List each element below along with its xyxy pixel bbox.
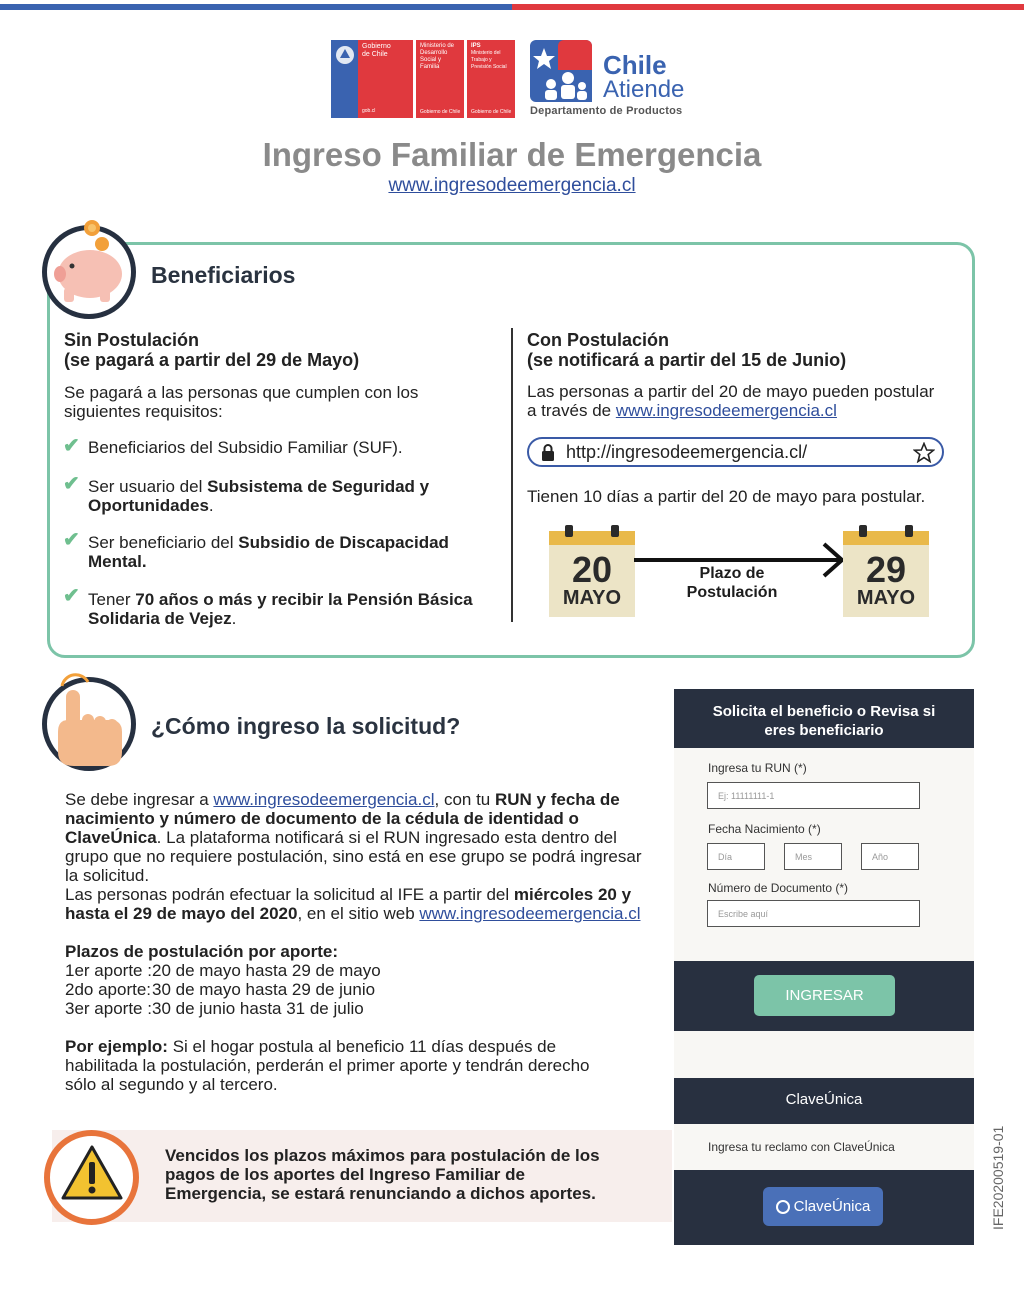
document-code: IFE20200519-01 [990, 1125, 1006, 1230]
como-heading: ¿Cómo ingreso la solicitud? [151, 713, 461, 739]
chile-atiende-logo-icon [530, 40, 592, 102]
como-paragraph-1: Se debe ingresar a www.ingresodeemergencia.cl, con tu RUN y fecha de nacimiento y número de documento de la cédula de identidad o ClaveÚnica. La plataforma notificará si el RUN ingresado esta dentro del grupo que no requiere postulación, sino está en ese grupo se podrá ingresar la solicitud. [65, 790, 642, 885]
claveunica-button[interactable]: ClaveÚnica [763, 1187, 883, 1226]
check-icon: ✔ [63, 585, 80, 607]
check-icon: ✔ [63, 473, 80, 495]
chile-atiende-line2: Atiende [603, 76, 685, 103]
beneficiarios-heading: Beneficiarios [151, 262, 296, 288]
sin-postulacion-title: Sin Postulación (se pagará a partir del 29 de Mayo) [64, 330, 360, 370]
ips-logo: IPS Ministerio del Trabajo y Previsión Social Gobierno de Chile [467, 40, 515, 118]
browser-url-text: http://ingresodeemergencia.cl/ [566, 442, 808, 462]
run-input[interactable]: Ej: 11111111-1 [707, 782, 920, 809]
top-color-bar [0, 0, 1024, 10]
run-label: Ingresa tu RUN (*) [708, 761, 807, 775]
plazo-row: 3er aporte :30 de junio hasta 31 de julio [65, 999, 364, 1018]
requisito-item: Ser beneficiario del Subsidio de Discapacidad Mental. [88, 533, 449, 571]
ministerio-logo: Ministerio de Desarrollo Social y Familia Gobierno de Chile [416, 40, 464, 118]
documento-label: Número de Documento (*) [708, 881, 849, 895]
con-postulacion-title: Con Postulación (se notificará a partir del 15 de Junio) [527, 330, 847, 370]
pointing-hand-icon [48, 672, 130, 768]
plazo-row: 1er aporte :20 de mayo hasta 29 de mayo [65, 961, 381, 980]
gobierno-logo: Gobierno de Chile gob.cl [331, 40, 413, 118]
ife-link[interactable]: www.ingresodeemergencia.cl [615, 401, 837, 420]
departamento-label: Departamento de Productos [530, 105, 683, 117]
ife-link[interactable]: www.ingresodeemergencia.cl [419, 904, 641, 923]
chile-atiende-line1: Chile [603, 50, 667, 80]
warning-text: Vencidos los plazos máximos para postulación de los pagos de los aportes del Ingreso Familiar de Emergencia, se estará renunciando a dichos aportes. [165, 1146, 600, 1203]
form-header: Solicita el beneficio o Revisa si eres beneficiario [674, 689, 974, 748]
main-url-link[interactable]: www.ingresodeemergencia.cl [388, 175, 636, 196]
mes-input[interactable]: Mes [784, 843, 842, 870]
piggy-bank-icon [50, 218, 130, 310]
page-title: Ingreso Familiar de Emergencia [262, 136, 762, 173]
ingresar-button[interactable]: INGRESAR [754, 975, 895, 1016]
dia-input[interactable]: Día [707, 843, 765, 870]
form-spacer [674, 1031, 974, 1078]
calendar-start-icon: 20 MAYO [549, 531, 635, 617]
requisito-item: Beneficiarios del Subsidio Familiar (SUF). [88, 438, 403, 457]
claveunica-logo-icon [776, 1200, 790, 1214]
claveunica-header: ClaveÚnica [674, 1078, 974, 1124]
lock-icon [541, 444, 555, 461]
sin-postulacion-intro: Se pagará a las personas que cumplen con los siguientes requisitos: [64, 383, 419, 421]
con-postulacion-intro: Las personas a partir del 20 de mayo pueden postular a través de www.ingresodeemergencia.cl [527, 382, 935, 420]
warning-icon [60, 1144, 124, 1202]
plazos-title: Plazos de postulación por aporte: [65, 942, 338, 961]
plazo-text: Tienen 10 días a partir del 20 de mayo para postular. [527, 487, 926, 506]
fecha-label: Fecha Nacimiento (*) [708, 822, 821, 836]
como-paragraph-2: Las personas podrán efectuar la solicitud al IFE a partir del miércoles 20 y hasta el 29 de mayo del 2020, en el sitio web www.ingresodeemergencia.cl [65, 885, 641, 923]
requisito-item: Ser usuario del Subsistema de Seguridad y Oportunidades. [88, 477, 430, 515]
calendar-end-icon: 29 MAYO [843, 531, 929, 617]
star-icon [913, 442, 935, 463]
column-divider [511, 328, 513, 622]
check-icon: ✔ [63, 435, 80, 457]
claveunica-text: Ingresa tu reclamo con ClaveÚnica [708, 1140, 895, 1154]
documento-input[interactable]: Escribe aquí [707, 900, 920, 927]
ife-link[interactable]: www.ingresodeemergencia.cl [213, 790, 435, 809]
check-icon: ✔ [63, 529, 80, 551]
plazo-row: 2do aporte:30 de mayo hasta 29 de junio [65, 980, 376, 999]
anio-input[interactable]: Año [861, 843, 919, 870]
browser-url-bar [527, 437, 944, 467]
requisito-item: Tener 70 años o más y recibir la Pensión Básica Solidaria de Vejez. [88, 590, 473, 628]
plazo-arrow-label: Plazo de Postulación [686, 565, 778, 601]
ejemplo-text: Por ejemplo: Si el hogar postula al beneficio 11 días después de habilitada la postulación, perderán el primer aporte y tendrán derecho sólo al segundo y al tercero. [65, 1037, 590, 1094]
